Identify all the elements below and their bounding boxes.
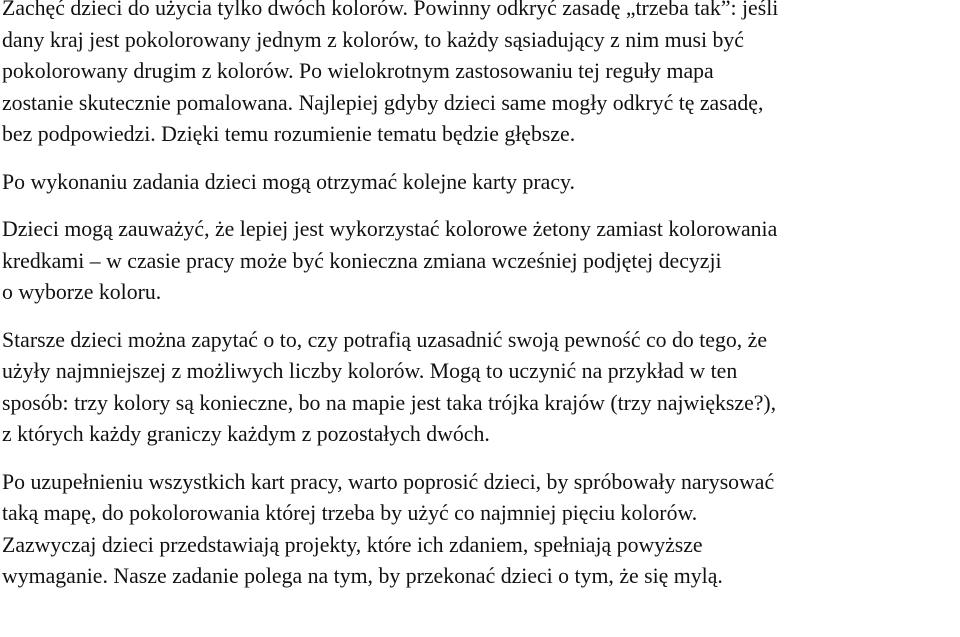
text-line: sposób: trzy kolory są konieczne, bo na mapie jest taka trójka krajów (trzy największe?), (2, 390, 777, 415)
paragraph-spacer (2, 151, 960, 167)
text-line: o wyborze koloru. (2, 280, 162, 304)
text-line: użyły najmniejszej z możliwych liczby kolorów. Mogą to uczynić na przykład w ten (2, 359, 738, 383)
text-line: taką mapę, do pokolorowania której trzeba by użyć co najmniej pięciu kolorów. (2, 501, 698, 525)
text-line: Po uzupełnieniu wszystkich kart pracy, warto poprosić dzieci, by spróbowały narysować (2, 469, 775, 494)
paragraph-spacer (2, 309, 960, 325)
text-line: Zachęć dzieci do użycia tylko dwóch kolorów. Powinny odkryć zasadę „trzeba tak”: jeśli (2, 0, 779, 20)
paragraph-older-children (2, 325, 960, 451)
text-line: Po wykonaniu zadania dzieci mogą otrzymać kolejne karty pracy. (2, 169, 575, 194)
paragraph-spacer (2, 198, 960, 214)
paragraph-colored-tokens (2, 214, 960, 309)
text-line: pokolorowany drugim z kolorów. Po wielokrotnym zastosowaniu tej reguły mapa (2, 59, 714, 83)
text-line: z których każdy graniczy każdym z pozostałych dwóch. (2, 422, 490, 446)
text-line: Zazwyczaj dzieci przedstawiają projekty, które ich zdaniem, spełniają powyższe (2, 532, 703, 557)
paragraph-two-colors (2, 0, 960, 151)
text-line: zostanie skutecznie pomalowana. Najlepiej gdyby dzieci same mogły odkryć tę zasadę, (2, 90, 764, 115)
paragraph-next-worksheets (2, 167, 960, 199)
text-line: bez podpowiedzi. Dzięki temu rozumienie tematu będzie głębsze. (2, 122, 576, 146)
text-line: Starsze dzieci można zapytać o to, czy potrafią uzasadnić swoją pewność co do tego, że (2, 327, 767, 352)
text-line: kredkami – w czasie pracy może być konieczna zmiana wcześniej podjętej decyzji (2, 248, 722, 273)
paragraph-spacer (2, 451, 960, 467)
text-line: dany kraj jest pokolorowany jednym z kolorów, to każdy sąsiadujący z nim musi być (2, 27, 744, 52)
text-line: Dzieci mogą zauważyć, że lepiej jest wykorzystać kolorowe żetony zamiast kolorowania (2, 217, 778, 241)
paragraph-five-colors-map (2, 467, 960, 593)
text-line: wymaganie. Nasze zadanie polega na tym, by przekonać dzieci o tym, że się mylą. (2, 564, 723, 588)
